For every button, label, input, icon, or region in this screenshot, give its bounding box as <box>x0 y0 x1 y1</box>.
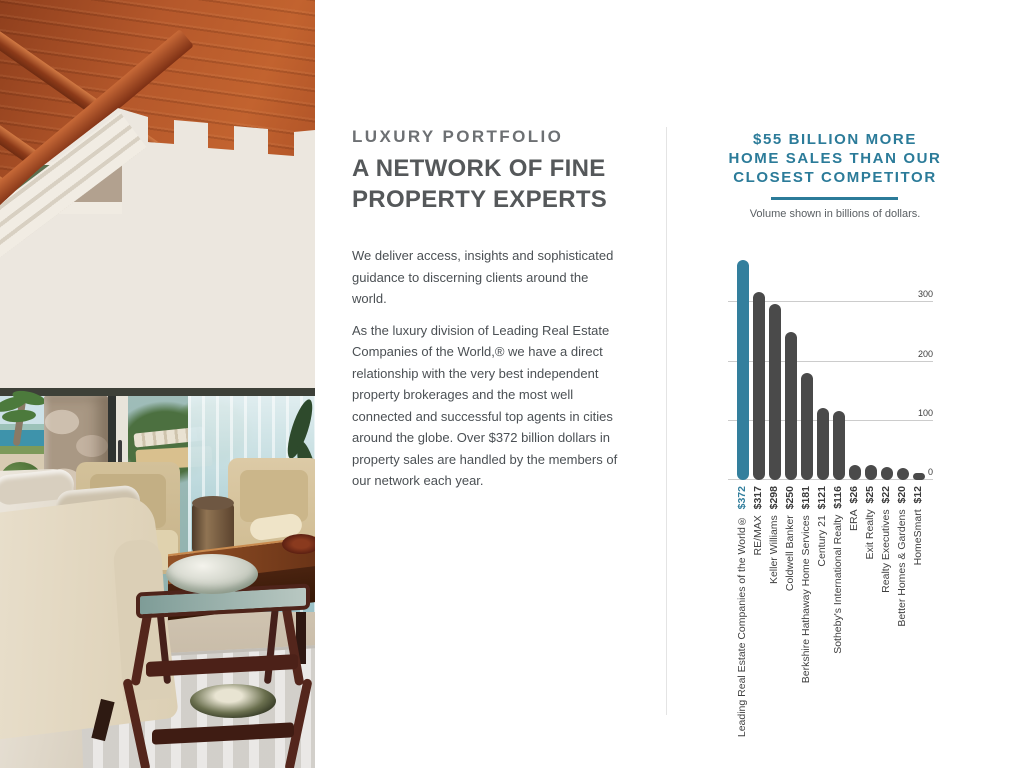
bar-8 <box>865 465 877 480</box>
ceiling-beam <box>0 0 311 262</box>
intro-paragraph-2: As the luxury division of Leading Real Estate Companies of the World,® we have a direct relationship with the very best independent property brokerages and the most well connected and successful top agents in cities around the globe. Over $372 billion dollars in property sales are handled by the members of our network each year. <box>352 322 618 488</box>
chart-title-line: CLOSEST COMPETITOR <box>733 169 937 186</box>
bar-1 <box>753 292 765 480</box>
bar-category-label: Berkshire Hathaway Home Services <box>800 515 812 684</box>
bar-category-label: Coldwell Banker <box>784 515 796 592</box>
bar-label-8 <box>863 486 879 768</box>
chart-title <box>700 130 970 187</box>
y-tick-label: 100 <box>917 407 933 418</box>
bar-category-label: Century 21 <box>816 515 828 567</box>
bar-label-1 <box>751 486 767 768</box>
title-underline <box>771 197 898 200</box>
bar-label-6 <box>831 486 847 768</box>
bar-category-label: Keller Williams <box>768 515 780 585</box>
bar-value-label: $26 <box>848 486 860 510</box>
y-tick-label: 300 <box>917 289 933 300</box>
eyebrow-heading: LUXURY PORTFOLIO <box>352 127 564 146</box>
bar-value-label: $22 <box>880 486 892 510</box>
bar-category-label: Leading Real Estate Companies of the World® <box>736 515 748 738</box>
bar-category-label: Better Homes & Gardens <box>896 509 908 627</box>
bar-label-4 <box>799 486 815 768</box>
bar-0 <box>737 260 749 480</box>
bar-3 <box>785 332 797 480</box>
bar-value-label: $116 <box>832 486 844 515</box>
bar-11 <box>913 473 925 480</box>
decorative-bowl <box>282 534 315 554</box>
bar-category-label: Sotheby's International Realty <box>832 514 844 654</box>
y-tick-label: 200 <box>917 348 933 359</box>
bar-4 <box>801 373 813 480</box>
bar-9 <box>881 467 893 480</box>
bar-label-5 <box>815 486 831 768</box>
vertical-divider <box>666 127 667 715</box>
bar-2 <box>769 304 781 480</box>
bar-value-label: $181 <box>800 486 812 516</box>
bar-chart-plot <box>728 258 933 480</box>
bar-value-label: $25 <box>864 486 876 510</box>
intro-paragraph-1: We deliver access, insights and sophisticated guidance to discerning clients around the world. <box>352 248 614 306</box>
bar-category-label: Exit Realty <box>864 509 876 560</box>
y-tick-label: 0 <box>927 467 933 477</box>
bar-label-0 <box>735 486 751 768</box>
bar-value-label: $20 <box>896 486 908 510</box>
bar-category-label: ERA <box>848 509 860 531</box>
armchair-back-panel <box>240 470 308 522</box>
bar-category-label: RE/MAX <box>752 515 764 556</box>
bar-chart-labels <box>728 486 933 768</box>
intro-section <box>352 128 624 492</box>
chart-subtitle: Volume shown in billions of dollars. <box>749 208 921 220</box>
bar-label-11 <box>911 486 927 768</box>
door-header <box>0 388 315 396</box>
shell-dish <box>190 684 276 718</box>
bar-label-3 <box>783 486 799 768</box>
chart-title-line: $55 BILLION MORE <box>753 131 917 148</box>
drum-table-top <box>192 496 234 510</box>
bar-label-7 <box>847 486 863 768</box>
bar-value-label: $317 <box>752 486 764 516</box>
bar-value-label: $12 <box>912 486 924 510</box>
bar-label-9 <box>879 486 895 768</box>
bar-category-label: Realty Executives <box>880 509 892 593</box>
chart-title-line: HOME SALES THAN OUR <box>728 150 942 167</box>
bar-value-label: $250 <box>784 486 796 516</box>
bar-10 <box>897 468 909 480</box>
section-heading: A NETWORK OF FINE PROPERTY EXPERTS <box>352 155 608 213</box>
bar-6 <box>833 411 845 480</box>
bar-value-label: $298 <box>768 486 780 516</box>
bar-value-label: $121 <box>816 486 828 516</box>
bar-value-label: $372 <box>736 486 748 516</box>
bar-category-label: HomeSmart <box>912 509 924 566</box>
bar-5 <box>817 408 829 480</box>
bar-label-10 <box>895 486 911 768</box>
glass-bowl <box>166 554 258 594</box>
bar-label-2 <box>767 486 783 768</box>
living-room-photo <box>0 0 315 768</box>
bar-7 <box>849 465 861 480</box>
